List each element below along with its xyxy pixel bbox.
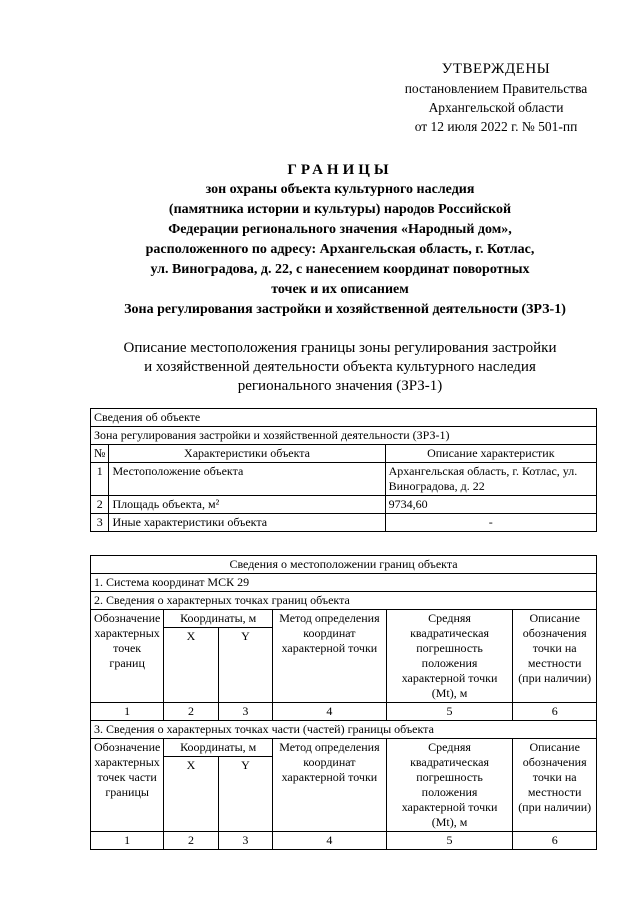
- column-header: X: [164, 757, 218, 832]
- table-cell: Иные характеристики объекта: [109, 514, 385, 532]
- title-heading: ГРАНИЦЫ: [287, 162, 393, 178]
- column-header: Y: [218, 628, 272, 703]
- column-header: Координаты, м: [164, 739, 273, 757]
- column-header: Описание обозначения точки на местности (при наличии): [513, 739, 597, 832]
- column-header: Координаты, м: [164, 610, 273, 628]
- table-row: [91, 463, 597, 496]
- column-header: Средняя квадратическая погрешность положения характерной точки (Mt), м: [386, 739, 513, 832]
- column-header: X: [164, 628, 218, 703]
- description-line: регионального значения (ЗРЗ-1): [237, 378, 443, 394]
- description: [90, 339, 590, 396]
- column-header: Метод определения координат характерной точки: [273, 739, 387, 832]
- approval-stamp: [380, 60, 612, 136]
- table-row: [91, 496, 597, 514]
- approved-heading: УТВЕРЖДЕНЫ: [441, 61, 551, 77]
- column-header: Описание характеристик: [385, 445, 596, 463]
- table-cell: 1: [91, 463, 109, 496]
- column-header: Метод определения координат характерной точки: [273, 610, 387, 703]
- table-cell: 6: [513, 703, 597, 721]
- title-line: (памятника истории и культуры) народов Российской: [168, 202, 512, 217]
- title-line: точек и их описанием: [271, 282, 409, 297]
- table-cell: 9734,60: [385, 496, 596, 514]
- table-cell: Местоположение объекта: [109, 463, 385, 496]
- table-cell: 4: [273, 832, 387, 850]
- table-row: [91, 514, 597, 532]
- table-cell: 6: [513, 832, 597, 850]
- column-header: №: [91, 445, 109, 463]
- document-title: [60, 160, 620, 300]
- table-cell: 1: [91, 703, 164, 721]
- column-header: Y: [218, 757, 272, 832]
- table-cell: 2: [164, 832, 218, 850]
- table-cell: 1: [91, 832, 164, 850]
- table-cell: Площадь объекта, м²: [109, 496, 385, 514]
- object-info-table: [90, 408, 597, 532]
- table-cell: 5: [386, 832, 513, 850]
- table-cell: 4: [273, 703, 387, 721]
- title-line: расположенного по адресу: Архангельская область, г. Котлас,: [145, 242, 535, 257]
- table-header: Сведения об объекте: [91, 409, 597, 427]
- table-cell: -: [385, 514, 596, 532]
- table-cell: 3: [218, 703, 272, 721]
- zone-title: Зона регулирования застройки и хозяйственной деятельности (ЗРЗ-1): [124, 302, 566, 317]
- table-subheader: Зона регулирования застройки и хозяйственной деятельности (ЗРЗ-1): [91, 427, 597, 445]
- table-cell: Архангельская область, г. Котлас, ул. Виноградова, д. 22: [385, 463, 596, 496]
- title-line: Федерации регионального значения «Народный дом»,: [168, 222, 512, 237]
- column-header: Обозначение характерных точек границ: [91, 610, 164, 703]
- column-number-row: [91, 703, 597, 721]
- section-label: 1. Система координат МСК 29: [91, 574, 597, 592]
- approved-date: от 12 июля 2022 г. № 501-пп: [414, 119, 578, 134]
- table-cell: 3: [218, 832, 272, 850]
- title-line: зон охраны объекта культурного наследия: [205, 182, 475, 197]
- column-number-row: [91, 832, 597, 850]
- description-line: и хозяйственной деятельности объекта культурного наследия: [144, 359, 536, 375]
- table-cell: 5: [386, 703, 513, 721]
- table-cell: 3: [91, 514, 109, 532]
- column-header: Характеристики объекта: [109, 445, 385, 463]
- table-cell: 2: [91, 496, 109, 514]
- title-line: ул. Виноградова, д. 22, с нанесением координат поворотных: [150, 262, 530, 277]
- location-table: [90, 555, 597, 850]
- section-label: 3. Сведения о характерных точках части (частей) границы объекта: [91, 721, 597, 739]
- description-line: Описание местоположения границы зоны регулирования застройки: [123, 340, 557, 356]
- table-header: Сведения о местоположении границ объекта: [91, 556, 597, 574]
- table-cell: 2: [164, 703, 218, 721]
- section-label: 2. Сведения о характерных точках границ объекта: [91, 592, 597, 610]
- column-header: Обозначение характерных точек части границы: [91, 739, 164, 832]
- approved-line: Архангельской области: [428, 100, 564, 115]
- column-header: Описание обозначения точки на местности (при наличии): [513, 610, 597, 703]
- approved-line: постановлением Правительства: [404, 81, 588, 96]
- column-header: Средняя квадратическая погрешность положения характерной точки (Mt), м: [386, 610, 513, 703]
